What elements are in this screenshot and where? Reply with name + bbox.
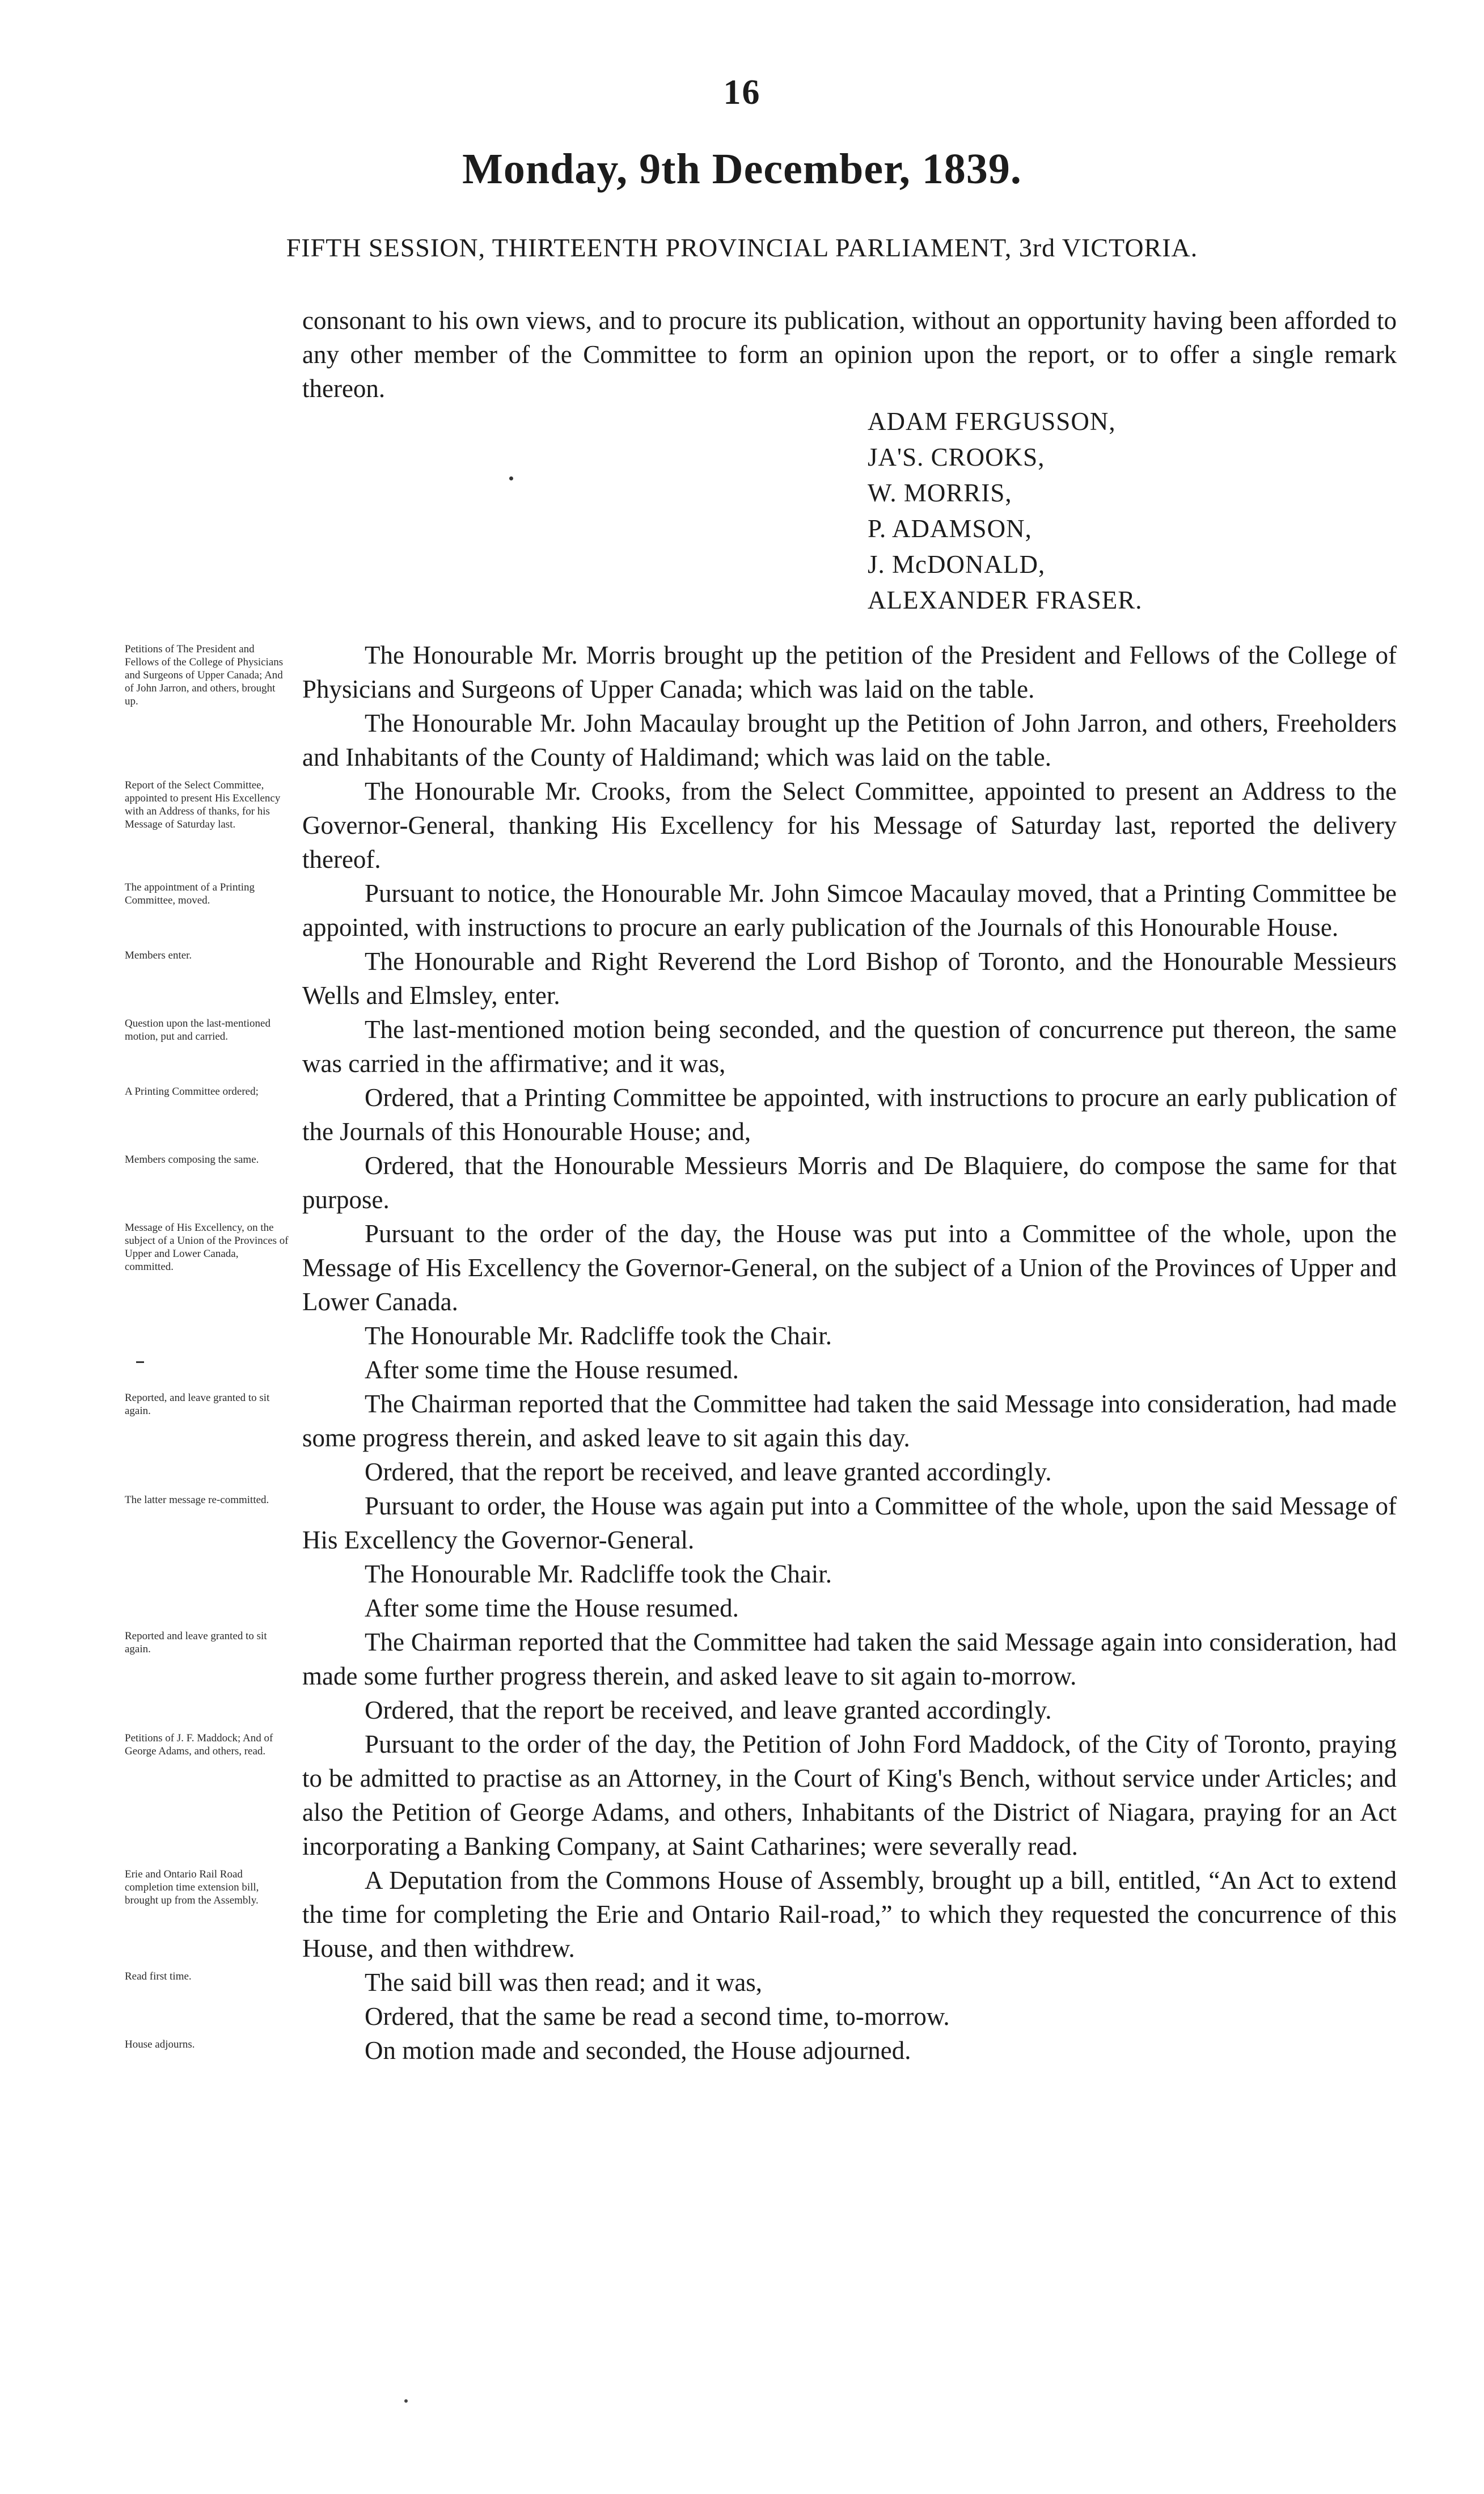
margin-note: Members enter. [125, 950, 192, 961]
entry-paragraph: Pursuant to the order of the day, the Petition of John Ford Maddock, of the City of Toronto, praying to be admitted to practise as an Attorney, in the Court of King's Bench, without service under Articles; and also the Petition of George Adams, and others, Inhabitants of the District of Niagara, praying for an Act incorporating a Banking Company, at Saint Catharines; were severally read. [302, 1730, 1397, 1860]
entry-paragraph: Ordered, that the report be received, and leave granted accordingly. [365, 1696, 1052, 1724]
journal-entry [125, 1727, 1397, 1863]
entry-paragraph: Pursuant to the order of the day, the House was put into a Committee of the whole, upon the Message of His Excellency the Governor-General, on the subject of a Union of the Provinces of Upper and Lower Canada. [302, 1219, 1397, 1316]
margin-note: Reported, and leave granted to sit again. [125, 1392, 270, 1417]
entry-paragraph: A Deputation from the Commons House of Assembly, brought up a bill, entitled, “An Act to extend the time for completing the Erie and Ontario Rail-road,” to which they requested the concurrence of this House, and then withdrew. [302, 1866, 1397, 1963]
print-speck [404, 2399, 408, 2403]
entry-paragraph: After some time the House resumed. [365, 1356, 739, 1384]
entry-paragraph: The Chairman reported that the Committee had taken the said Message into consideration, had made some progress therein, and asked leave to sit again this day. [302, 1390, 1397, 1452]
entry-paragraph: The said bill was then read; and it was, [365, 1968, 763, 1997]
margin-note: Erie and Ontario Rail Road completion time extension bill, brought up from the Assembly. [125, 1868, 259, 1906]
margin-note: House adjourns. [125, 2039, 195, 2050]
entry-paragraph: The Chairman reported that the Committee had taken the said Message again into consideration, had made some further progress therein, and asked leave to sit again to-morrow. [302, 1628, 1397, 1690]
margin-note: Reported and leave granted to sit again. [125, 1630, 267, 1655]
entry-paragraph: The Honourable Mr. Morris brought up the petition of the President and Fellows of the College of Physicians and Surgeons of Upper Canada; which was laid on the table. [302, 641, 1397, 703]
entry-paragraph: Pursuant to order, the House was again put into a Committee of the whole, upon the said Message of His Excellency the Governor-General. [302, 1492, 1397, 1554]
margin-note: Read first time. [125, 1970, 192, 1982]
journal-entry [125, 1149, 1397, 1217]
margin-note: The latter message re-committed. [125, 1494, 269, 1506]
signatory: P. ADAMSON, [868, 514, 1032, 543]
margin-note: The appointment of a Printing Committee, moved. [125, 881, 255, 906]
journal-entry [125, 1012, 1397, 1081]
margin-note: Petitions of The President and Fellows of the College of Physicians and Surgeons of Upper Canada; And of John Jarron, and others, brought up. [125, 643, 284, 707]
journal-entry [125, 944, 1397, 1012]
signatory-list [868, 404, 1143, 618]
entry-paragraph: The Honourable Mr. Crooks, from the Select Committee, appointed to present an Address to the Governor-General, thanking His Excellency for his Message of Saturday last, reported the delivery thereof. [302, 777, 1397, 873]
journal-entry [125, 774, 1397, 876]
signatory: W. MORRIS, [868, 479, 1012, 507]
entry-paragraph: Ordered, that a Printing Committee be appointed, with instructions to procure an early publication of the Journals of this Honourable House; and, [302, 1083, 1397, 1146]
entry-paragraph: The Honourable Mr. Radcliffe took the Chair. [365, 1322, 832, 1350]
margin-note: Members composing the same. [125, 1154, 259, 1166]
page-number: 16 [723, 73, 761, 112]
signatory: JA'S. CROOKS, [868, 443, 1045, 471]
entry-paragraph: The Honourable Mr. John Macaulay brought up the Petition of John Jarron, and others, Freeholders and Inhabitants of the County of Haldimand; which was laid on the table. [302, 709, 1397, 771]
journal-entry [125, 1217, 1397, 1387]
continued-paragraph: consonant to his own views, and to procure its publication, without an opportunity having been afforded to any other member of the Committee to form an opinion upon the report, or to offer a single remark thereon. [302, 306, 1397, 403]
journal-entry [125, 1863, 1397, 1965]
journal-entry [125, 638, 1397, 774]
journal-entry [125, 1625, 1397, 1727]
margin-note: Petitions of J. F. Maddock; And of George Adams, and others, read. [125, 1732, 273, 1757]
entry-paragraph: On motion made and seconded, the House adjourned. [365, 2036, 911, 2065]
journal-entry [125, 1387, 1397, 1489]
entry-paragraph: Ordered, that the Honourable Messieurs Morris and De Blaquiere, do compose the same for that purpose. [302, 1151, 1397, 1214]
margin-note: Message of His Excellency, on the subject of a Union of the Provinces of Upper and Lower Canada, committed. [125, 1222, 289, 1273]
journal-entry [125, 1489, 1397, 1625]
margin-note: Report of the Select Committee, appointed to present His Excellency with an Address of thanks, for his Message of Saturday last. [125, 779, 281, 830]
journal-entries [125, 638, 1397, 2067]
entry-paragraph: The last-mentioned motion being seconded, and the question of concurrence put thereon, the same was carried in the affirmative; and it was, [302, 1015, 1397, 1078]
entry-paragraph: The Honourable and Right Reverend the Lord Bishop of Toronto, and the Honourable Messieurs Wells and Elmsley, enter. [302, 947, 1397, 1010]
margin-note: Question upon the last-mentioned motion, put and carried. [125, 1018, 270, 1043]
signatory: ALEXANDER FRASER. [868, 586, 1143, 614]
signatory: ADAM FERGUSSON, [868, 407, 1116, 436]
session-heading: FIFTH SESSION, THIRTEENTH PROVINCIAL PARLIAMENT, 3rd VICTORIA. [286, 233, 1198, 262]
signatory: J. McDONALD, [868, 550, 1046, 579]
print-speck [509, 476, 513, 480]
entry-paragraph: Pursuant to notice, the Honourable Mr. John Simcoe Macaulay moved, that a Printing Committee be appointed, with instructions to procure an early publication of the Journals of this Honourable House. [302, 879, 1397, 942]
entry-paragraph: After some time the House resumed. [365, 1594, 739, 1622]
journal-entry [125, 1081, 1397, 1149]
date-heading: Monday, 9th December, 1839. [462, 145, 1022, 193]
journal-entry [125, 876, 1397, 944]
entry-paragraph: The Honourable Mr. Radcliffe took the Chair. [365, 1560, 832, 1588]
entry-paragraph: Ordered, that the same be read a second time, to-morrow. [365, 2002, 950, 2031]
journal-entry [125, 1965, 1397, 2033]
entry-paragraph: Ordered, that the report be received, and leave granted accordingly. [365, 1458, 1052, 1486]
margin-note: A Printing Committee ordered; [125, 1086, 259, 1098]
journal-entry [125, 2033, 1397, 2067]
